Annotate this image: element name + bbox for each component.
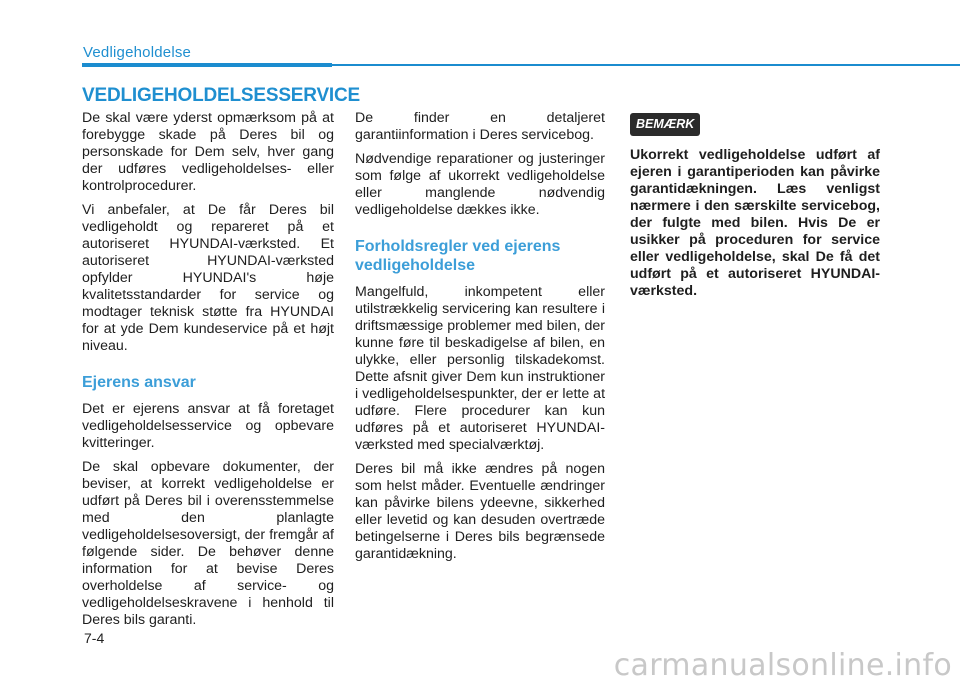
subheading-owner-responsibility: Ejerens ansvar: [82, 374, 196, 391]
paragraph: De skal være yderst opmærksom på at forebygge skade på Deres bil og personskade for Dem selv, hver gang der udføres vedligeholdelses- eller kontrolprocedurer.: [82, 110, 334, 194]
paragraph: Deres bil må ikke ændres på nogen som helst måder. Eventuelle ændringer kan påvirke bilens ydeevne, sikkerhed eller levetid og kan desuden overtræde betingelserne i Deres bils begrænsede garantidækning.: [355, 461, 605, 562]
column-2: [355, 110, 605, 570]
column-3: [630, 110, 880, 307]
column-1: [82, 110, 334, 636]
paragraph: Nødvendige reparationer og justeringer som følge af ukorrekt vedligeholdelse eller manglende nødvendig vedligeholdelse dækkes ikke.: [355, 151, 605, 218]
paragraph: De finder en detaljeret garantiinformation i Deres servicebog.: [355, 110, 605, 143]
subheading-owner-maintenance-precautions: Forholdsregler ved ejerens vedligeholdelse: [355, 238, 561, 274]
header-rule-thin: [332, 64, 960, 66]
header-rule-thick: [82, 63, 332, 67]
paragraph: Det er ejerens ansvar at få foretaget vedligeholdelsesservice og opbevare kvitteringer.: [82, 401, 334, 451]
section-label: Vedligeholdelse: [83, 44, 192, 61]
page-title: VEDLIGEHOLDELSESSERVICE: [82, 85, 360, 106]
note-text: Ukorrekt vedligeholdelse udført af ejeren i garantiperioden kan påvirke garantidækningen. Læs venligst nærmere i den særskilte servicebog, der fulgte med bilen. Hvis De er usikker på proceduren for service eller vedligeholdelse, skal De få det udført på et autoriseret HYUNDAI-værksted.: [630, 147, 880, 299]
paragraph: De skal opbevare dokumenter, der beviser, at korrekt vedligeholdelse er udført på Deres bil i overensstemmelse med den planlagte vedligeholdelsesoversigt, der fremgår af følgende sider. De behøver denne information for at bevise Deres overholdelse af service- og vedligeholdelseskravene i henhold til Deres bils garanti.: [82, 459, 334, 628]
paragraph: Vi anbefaler, at De får Deres bil vedligeholdt og repareret på et autoriseret HYUNDAI-værksted. Et autoriseret HYUNDAI-værksted opfylder HYUNDAI's høje kvalitetsstandarder for service og modtager teknisk støtte fra HYUNDAI for at yde Dem kundeservice på et højt niveau.: [82, 202, 334, 354]
note-badge: BEMÆRK: [630, 113, 700, 136]
page-number: 7-4: [84, 630, 105, 646]
watermark: carmanualsonline.info: [613, 648, 952, 683]
paragraph: Mangelfuld, inkompetent eller utilstrækkelig servicering kan resultere i driftsmæssige problemer med bilen, der kunne føre til beskadigelse af bilen, en ulykke, eller personlig tilskadekomst. Dette afsnit giver Dem kun instruktioner i vedligeholdelsespunkter, der er lette at udføre. Flere procedurer kan kun udføres på et autoriseret HYUNDAI-værksted med specialværktøj.: [355, 284, 606, 453]
